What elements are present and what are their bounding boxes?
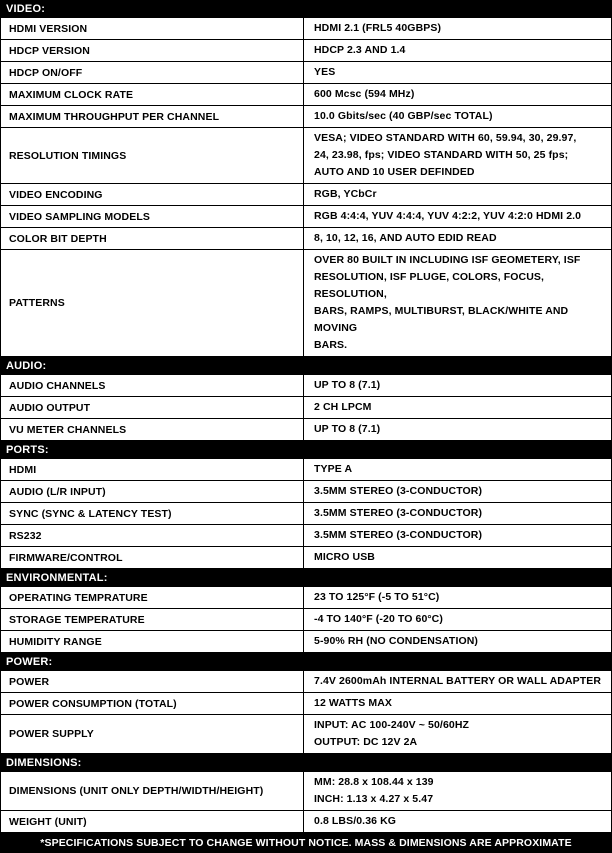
spec-value-line: UP TO 8 (7.1) xyxy=(314,379,381,391)
spec-label: HDMI xyxy=(1,459,304,480)
spec-row xyxy=(0,693,612,715)
spec-value-line: 600 Mcsc (594 MHz) xyxy=(314,88,415,100)
spec-label: RS232 xyxy=(1,525,304,546)
spec-value xyxy=(304,128,611,183)
spec-value-line: 2 CH LPCM xyxy=(314,401,372,413)
spec-value-line: 3.5MM STEREO (3-CONDUCTOR) xyxy=(314,485,483,497)
spec-row xyxy=(0,106,612,128)
spec-label: POWER SUPPLY xyxy=(1,715,304,753)
spec-value xyxy=(304,693,611,714)
spec-value xyxy=(304,62,611,83)
spec-value xyxy=(304,772,611,810)
spec-value-line: 8, 10, 12, 16, AND AUTO EDID READ xyxy=(314,232,497,244)
spec-value-line: 5-90% RH (NO CONDENSATION) xyxy=(314,635,479,647)
spec-value-line: -4 TO 140°F (-20 TO 60°C) xyxy=(314,613,443,625)
spec-value xyxy=(304,84,611,105)
spec-row xyxy=(0,62,612,84)
spec-value xyxy=(304,250,611,356)
spec-label: HDCP VERSION xyxy=(1,40,304,61)
spec-row xyxy=(0,609,612,631)
spec-row xyxy=(0,250,612,357)
spec-label: AUDIO CHANNELS xyxy=(1,375,304,396)
spec-row xyxy=(0,228,612,250)
spec-row xyxy=(0,481,612,503)
spec-row xyxy=(0,40,612,62)
spec-row xyxy=(0,631,612,653)
spec-value-line: 3.5MM STEREO (3-CONDUCTOR) xyxy=(314,507,483,519)
section-header: ENVIRONMENTAL: xyxy=(0,569,612,587)
spec-label: DIMENSIONS (UNIT ONLY DEPTH/WIDTH/HEIGHT) xyxy=(1,772,304,810)
section-header: DIMENSIONS: xyxy=(0,754,612,772)
spec-row xyxy=(0,772,612,811)
spec-value xyxy=(304,481,611,502)
spec-row xyxy=(0,671,612,693)
spec-label: OPERATING TEMPRATURE xyxy=(1,587,304,608)
spec-value xyxy=(304,419,611,440)
spec-value-line: 12 WATTS MAX xyxy=(314,697,393,709)
spec-value-line: 3.5MM STEREO (3-CONDUCTOR) xyxy=(314,529,483,541)
spec-label: AUDIO (L/R INPUT) xyxy=(1,481,304,502)
spec-row xyxy=(0,184,612,206)
spec-row xyxy=(0,18,612,40)
spec-value-line: UP TO 8 (7.1) xyxy=(314,423,381,435)
spec-row xyxy=(0,128,612,184)
spec-value-line: BARS, RAMPS, MULTIBURST, BLACK/WHITE AND MOVING xyxy=(314,305,569,334)
spec-row xyxy=(0,587,612,609)
spec-value xyxy=(304,671,611,692)
spec-row xyxy=(0,715,612,754)
spec-label: SYNC (SYNC & LATENCY TEST) xyxy=(1,503,304,524)
spec-label: HDMI VERSION xyxy=(1,18,304,39)
spec-value-line: RGB, YCbCr xyxy=(314,188,377,200)
section-header: PORTS: xyxy=(0,441,612,459)
spec-value-line: MICRO USB xyxy=(314,551,375,563)
spec-value-line: 23 TO 125°F (-5 TO 51°C) xyxy=(314,591,440,603)
spec-value xyxy=(304,206,611,227)
spec-value-line: RGB 4:4:4, YUV 4:4:4, YUV 4:2:2, YUV 4:2:0 HDMI 2.0 xyxy=(314,210,582,222)
spec-value-line: INPUT: AC 100-240V ~ 50/60HZ xyxy=(314,719,470,731)
spec-value xyxy=(304,40,611,61)
spec-value-line: AUTO AND 10 USER DEFINDED xyxy=(314,166,475,178)
spec-label: RESOLUTION TIMINGS xyxy=(1,128,304,183)
spec-value xyxy=(304,811,611,832)
spec-value xyxy=(304,18,611,39)
spec-row xyxy=(0,375,612,397)
spec-label: VU METER CHANNELS xyxy=(1,419,304,440)
spec-label: VIDEO SAMPLING MODELS xyxy=(1,206,304,227)
spec-value xyxy=(304,525,611,546)
spec-value-line: BARS. xyxy=(314,339,348,351)
spec-label: STORAGE TEMPERATURE xyxy=(1,609,304,630)
spec-value-line: VESA; VIDEO STANDARD WITH 60, 59.94, 30, 29.97, xyxy=(314,132,577,144)
spec-value-line: 24, 23.98, fps; VIDEO STANDARD WITH 50, 25 fps; xyxy=(314,149,569,161)
spec-value xyxy=(304,228,611,249)
spec-value xyxy=(304,106,611,127)
spec-value xyxy=(304,184,611,205)
section-header: POWER: xyxy=(0,653,612,671)
section-header: AUDIO: xyxy=(0,357,612,375)
section-header: VIDEO: xyxy=(0,0,612,18)
spec-row xyxy=(0,397,612,419)
spec-value xyxy=(304,375,611,396)
spec-value-line: MM: 28.8 x 108.44 x 139 xyxy=(314,776,434,788)
spec-value-line: HDCP 2.3 AND 1.4 xyxy=(314,44,406,56)
spec-value-line: 7.4V 2600mAh INTERNAL BATTERY OR WALL ADAPTER xyxy=(314,675,602,687)
spec-value xyxy=(304,547,611,568)
spec-label: MAXIMUM CLOCK RATE xyxy=(1,84,304,105)
spec-label: POWER xyxy=(1,671,304,692)
spec-value-line: YES xyxy=(314,66,336,78)
spec-row xyxy=(0,811,612,833)
spec-label: POWER CONSUMPTION (TOTAL) xyxy=(1,693,304,714)
spec-row xyxy=(0,206,612,228)
spec-value xyxy=(304,503,611,524)
spec-label: COLOR BIT DEPTH xyxy=(1,228,304,249)
spec-label: WEIGHT (UNIT) xyxy=(1,811,304,832)
spec-label: HUMIDITY RANGE xyxy=(1,631,304,652)
spec-row xyxy=(0,84,612,106)
spec-row xyxy=(0,525,612,547)
spec-label: AUDIO OUTPUT xyxy=(1,397,304,418)
spec-value-line: 0.8 LBS/0.36 KG xyxy=(314,815,397,827)
spec-value-line: 10.0 Gbits/sec (40 GBP/sec TOTAL) xyxy=(314,110,493,122)
spec-value-line: HDMI 2.1 (FRL5 40GBPS) xyxy=(314,22,442,34)
spec-value xyxy=(304,631,611,652)
spec-value-line: INCH: 1.13 x 4.27 x 5.47 xyxy=(314,793,434,805)
spec-label: FIRMWARE/CONTROL xyxy=(1,547,304,568)
spec-value-line: OUTPUT: DC 12V 2A xyxy=(314,736,418,748)
spec-value xyxy=(304,715,611,753)
spec-row xyxy=(0,547,612,569)
spec-value-line: RESOLUTION, ISF PLUGE, COLORS, FOCUS, RESOLUTION, xyxy=(314,271,545,300)
spec-value xyxy=(304,459,611,480)
spec-value-line: TYPE A xyxy=(314,463,353,475)
spec-label: MAXIMUM THROUGHPUT PER CHANNEL xyxy=(1,106,304,127)
spec-label: HDCP ON/OFF xyxy=(1,62,304,83)
spec-row xyxy=(0,459,612,481)
spec-value xyxy=(304,587,611,608)
spec-label: VIDEO ENCODING xyxy=(1,184,304,205)
spec-value xyxy=(304,609,611,630)
spec-value xyxy=(304,397,611,418)
spec-row xyxy=(0,503,612,525)
spec-label: PATTERNS xyxy=(1,250,304,356)
spec-row xyxy=(0,419,612,441)
footer-disclaimer: *SPECIFICATIONS SUBJECT TO CHANGE WITHOUT NOTICE. MASS & DIMENSIONS ARE APPROXIMATE xyxy=(0,833,612,853)
spec-value-line: OVER 80 BUILT IN INCLUDING ISF GEOMETERY, ISF xyxy=(314,254,581,266)
